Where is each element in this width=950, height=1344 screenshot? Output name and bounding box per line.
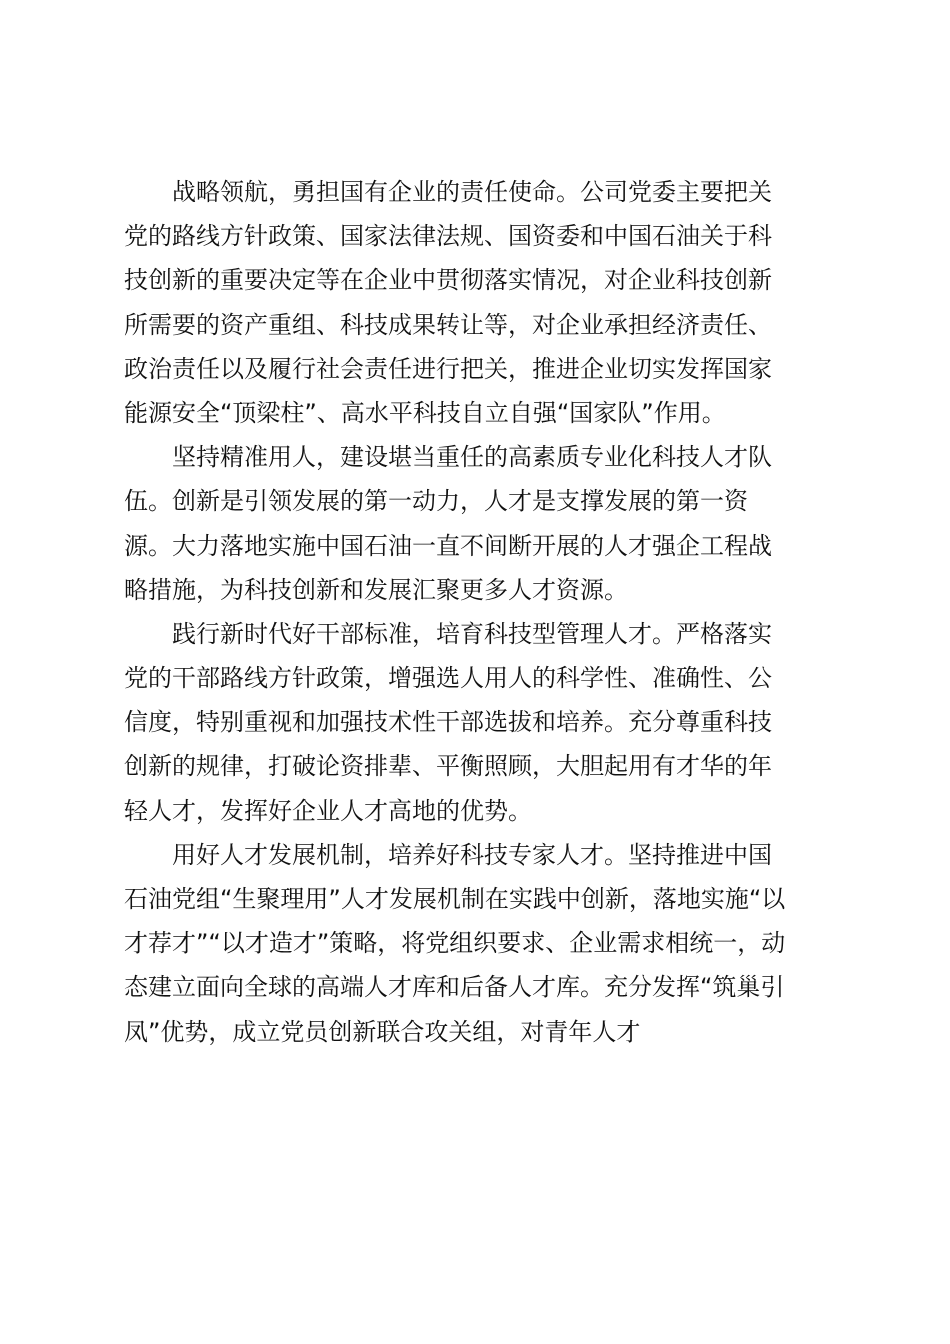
text-line: 政治责任以及履行社会责任进行把关，推进企业切实发挥国家 [124,354,772,383]
text-line: 能源安全“顶梁柱”、高水平科技自立自强“国家队”作用。 [124,398,726,427]
text-line: 凤”优势，成立党员创新联合攻关组，对青年人才 [124,1017,641,1046]
text-line: 战略领航，勇担国有企业的责任使命。公司党委主要把关 [172,178,772,206]
text-line: 践行新时代好干部标准，培育科技型管理人才。严格落实 [172,619,772,648]
paragraph-talent-mechanism [124,833,828,1054]
text-line: 技创新的重要决定等在企业中贯彻落实情况，对企业科技创新 [124,266,772,295]
text-line: 坚持精准用人，建设堪当重任的高素质专业化科技人才队 [172,443,772,472]
paragraph-talent-selection [124,435,828,612]
text-line: 才荐才”“以才造才”策略，将党组织要求、企业需求相统一，动 [124,929,786,958]
text-line: 态建立面向全球的高端人才库和后备人才库。充分发挥“筑巢引 [124,973,785,1002]
text-line: 石油党组“生聚理用”人才发展机制在实践中创新，落地实施“以 [124,885,786,913]
text-line: 轻人才，发挥好企业人才高地的优势。 [124,796,532,825]
text-line: 所需要的资产重组、科技成果转让等，对企业承担经济责任、 [124,310,772,339]
text-line: 伍。创新是引领发展的第一动力，人才是支撑发展的第一资 [124,487,748,516]
text-line: 略措施，为科技创新和发展汇聚更多人才资源。 [124,575,628,604]
text-line: 党的干部路线方针政策，增强选人用人的科学性、准确性、公 [124,664,772,693]
paragraph-cadre-standards [124,612,828,833]
text-line: 创新的规律，打破论资排辈、平衡照顾，大胆起用有才华的年 [124,752,772,781]
paragraph-strategic-leadership [124,170,828,435]
text-line: 信度，特别重视和加强技术性干部选拔和培养。充分尊重科技 [124,708,772,737]
text-line: 源。大力落地实施中国石油一直不间断开展的人才强企工程战 [124,531,772,560]
text-line: 党的路线方针政策、国家法律法规、国资委和中国石油关于科 [124,222,772,251]
document-body [124,170,828,1054]
text-line: 用好人才发展机制，培养好科技专家人才。坚持推进中国 [172,840,772,869]
